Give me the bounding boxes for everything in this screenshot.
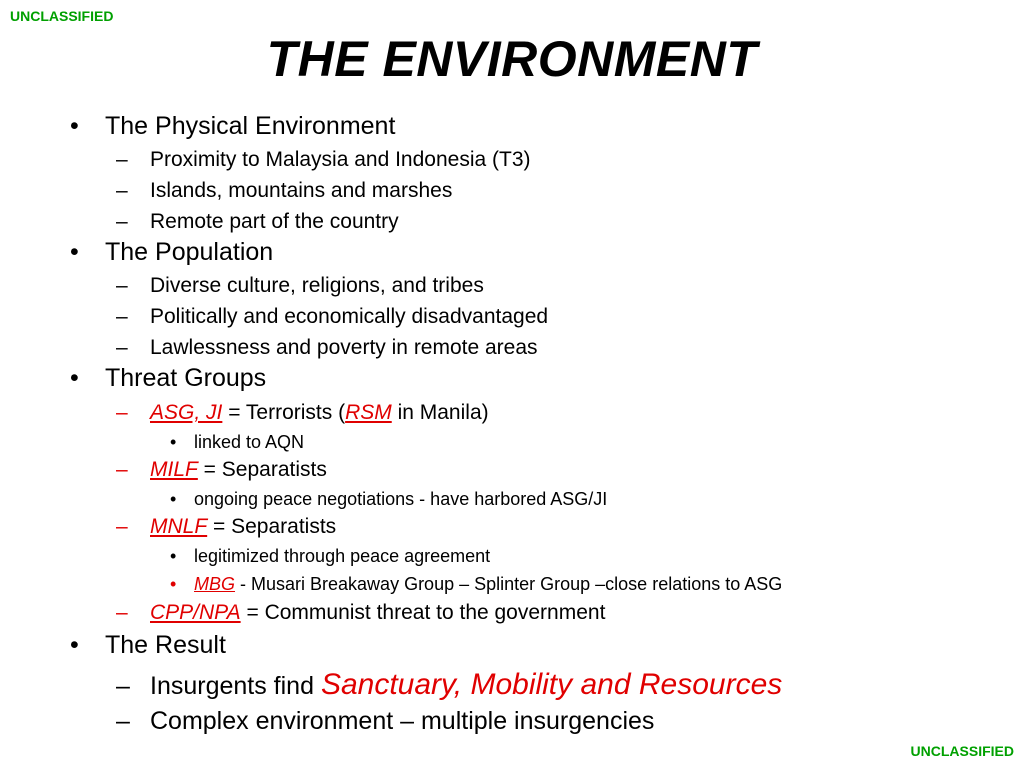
bullet-text: The Physical Environment [105, 112, 396, 140]
classification-top: UNCLASSIFIED [10, 8, 114, 24]
milf-link[interactable]: MILF [150, 458, 198, 481]
rsm-link[interactable]: RSM [345, 401, 392, 424]
sub-item [116, 305, 548, 329]
threat-mbg [170, 574, 782, 595]
note-text: linked to AQN [194, 432, 305, 452]
result-emphasis: Sanctuary, Mobility and Resources [320, 668, 783, 701]
bullet-result [70, 631, 226, 660]
note-text: ongoing peace negotiations - have harbored ASG/JI [194, 489, 608, 509]
asg-link[interactable]: ASG, JI [150, 401, 223, 424]
bullet-population [70, 238, 273, 267]
sub-item [116, 148, 531, 172]
bullet-text: The Population [105, 238, 274, 266]
bullet-marker: • [170, 489, 177, 509]
sub-item [116, 179, 452, 203]
bullet-text: The Result [105, 631, 226, 659]
threat-note [170, 489, 607, 510]
dash-marker: – [116, 707, 130, 735]
mnlf-link[interactable]: MNLF [150, 515, 208, 538]
dash-marker: – [116, 274, 128, 297]
bullet-threat-groups [70, 364, 266, 393]
dash-marker: – [116, 336, 128, 359]
result-text: Insurgents find [150, 672, 321, 700]
bullet-marker: • [170, 574, 177, 594]
mbg-text: - Musari Breakaway Group – Splinter Group –close relations to ASG [235, 574, 783, 594]
sub-text: Proximity to Malaysia and Indonesia (T3) [150, 148, 531, 171]
milf-text: = Separatists [197, 458, 327, 481]
bullet-marker: • [70, 631, 79, 659]
threat-note [170, 546, 490, 567]
dash-marker: – [116, 458, 128, 481]
cpp-link[interactable]: CPP/NPA [150, 601, 241, 624]
bullet-marker: • [70, 112, 79, 140]
cpp-text: = Communist threat to the government [240, 601, 606, 624]
bullet-physical [70, 112, 395, 141]
bullet-marker: • [170, 432, 177, 452]
threat-asg [116, 401, 489, 425]
bullet-marker: • [170, 546, 177, 566]
sub-item [116, 274, 484, 298]
asg-text-a: = Terrorists ( [222, 401, 346, 424]
asg-text-b: in Manila) [391, 401, 489, 424]
sub-text: Islands, mountains and marshes [150, 179, 453, 202]
sub-text: Remote part of the country [150, 210, 399, 233]
sub-text: Diverse culture, religions, and tribes [150, 274, 484, 297]
sub-text: Lawlessness and poverty in remote areas [150, 336, 538, 359]
result-item [116, 668, 782, 702]
dash-marker: – [116, 515, 128, 538]
dash-marker: – [116, 401, 128, 424]
sub-item [116, 210, 399, 234]
mbg-link[interactable]: MBG [194, 574, 236, 594]
bullet-marker: • [70, 364, 79, 392]
result-item [116, 707, 654, 736]
threat-milf [116, 458, 327, 482]
bullet-marker: • [70, 238, 79, 266]
bullet-text: Threat Groups [105, 364, 267, 392]
threat-note [170, 432, 304, 453]
slide-title: THE ENVIRONMENT [266, 31, 758, 87]
sub-text: Politically and economically disadvantaged [150, 305, 549, 328]
mnlf-text: = Separatists [207, 515, 337, 538]
sub-item [116, 336, 538, 360]
classification-bottom: UNCLASSIFIED [910, 743, 1014, 759]
threat-mnlf [116, 515, 336, 539]
threat-cpp [116, 601, 605, 625]
dash-marker: – [116, 672, 130, 700]
dash-marker: – [116, 210, 128, 233]
dash-marker: – [116, 601, 128, 624]
dash-marker: – [116, 305, 128, 328]
result-text: Complex environment – multiple insurgencies [150, 707, 655, 735]
dash-marker: – [116, 148, 128, 171]
dash-marker: – [116, 179, 128, 202]
note-text: legitimized through peace agreement [194, 546, 491, 566]
